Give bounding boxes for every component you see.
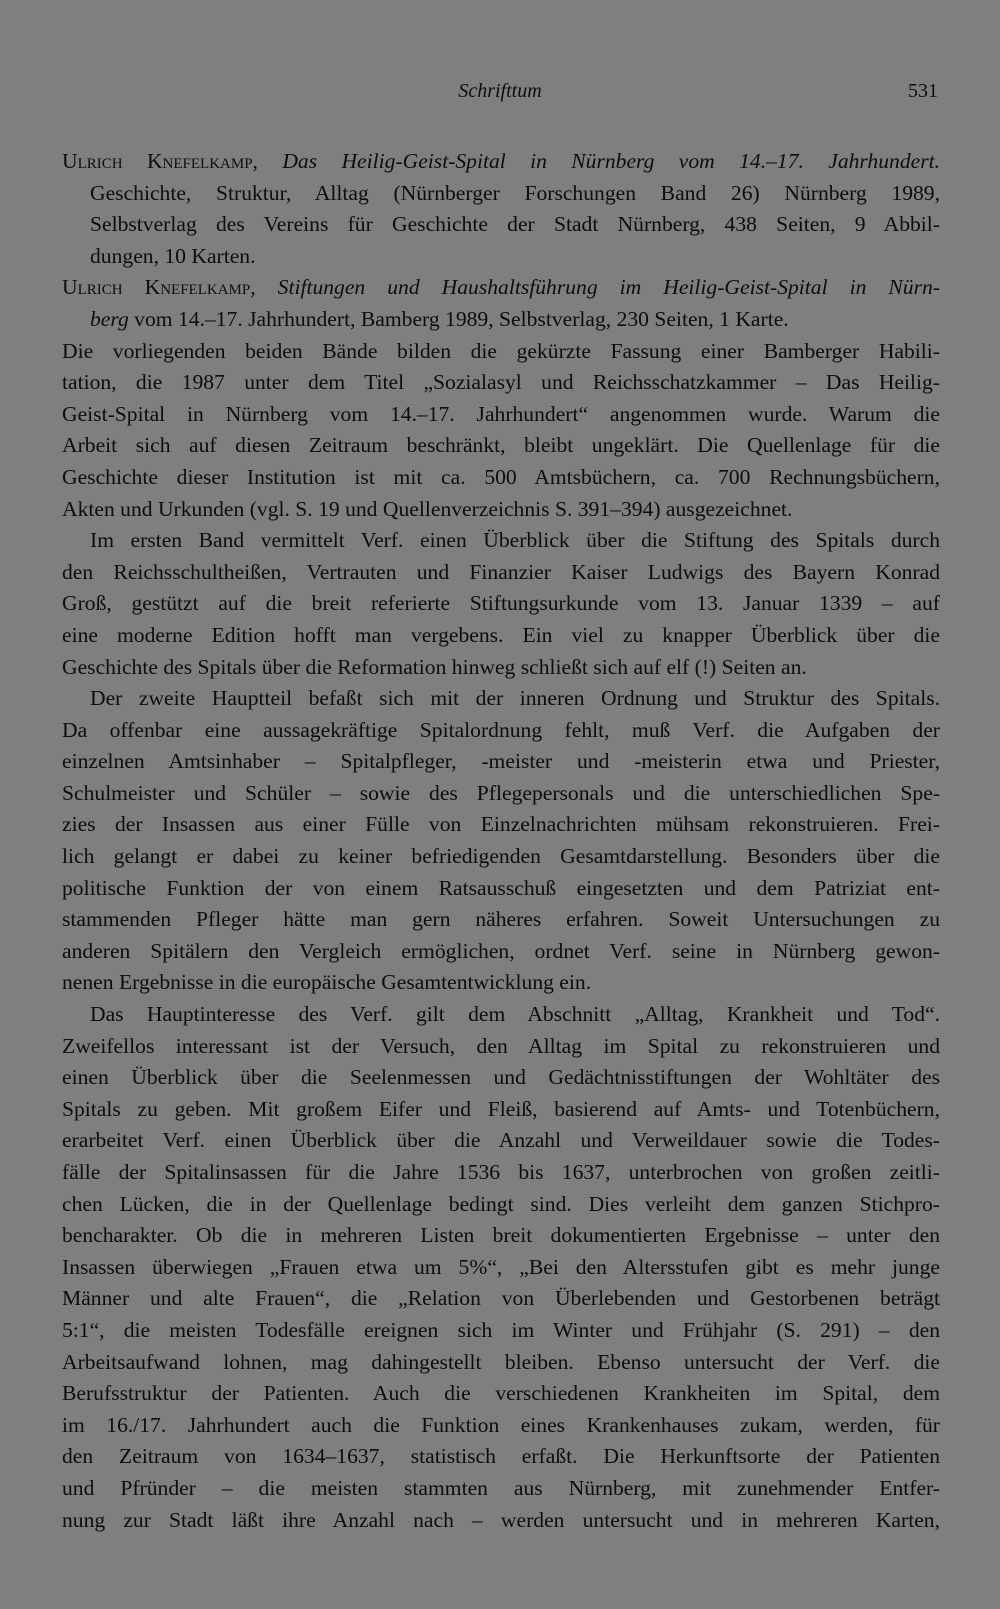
paragraph-line: Geschichte des Spitals über die Reformation hinweg schließt sich auf elf (!) Seiten an. [62, 654, 807, 679]
running-head [0, 76, 1000, 106]
paragraph-line: den Zeitraum von 1634–1637, statistisch erfaßt. Die Herkunftsorte der Patienten [62, 1444, 940, 1469]
paragraph-line: Die vorliegenden beiden Bände bilden die gekürzte Fassung einer Bamberger Habili- [62, 338, 940, 363]
paragraph-line: politische Funktion der von einem Ratsausschuß eingesetzten und dem Patriziat ent- [62, 875, 940, 900]
bib-entry-1-line-1 [62, 146, 940, 178]
paragraph-line: Der zweite Hauptteil befaßt sich mit der inneren Ordnung und Struktur des Spitals. [90, 686, 940, 711]
paragraph-line: Arbeit sich auf diesen Zeitraum beschränkt, bleibt ungeklärt. Die Quellenlage für die [62, 433, 940, 458]
paragraph-line: Geist-Spital in Nürnberg vom 14.–17. Jahrhundert“ angenommen wurde. Warum die [62, 401, 940, 426]
paragraph-line: chen Lücken, die in der Quellenlage bedingt sind. Dies verleiht dem ganzen Stichpro- [62, 1191, 940, 1216]
paragraph-line: Geschichte dieser Institution ist mit ca. 500 Amtsbüchern, ca. 700 Rechnungsbüchern, [62, 464, 940, 489]
paragraph-line: Schulmeister und Schüler – sowie des Pflegepersonals und die unterschiedlichen Spe- [62, 780, 940, 805]
paragraph-line: Akten und Urkunden (vgl. S. 19 und Quellenverzeichnis S. 391–394) ausgezeichnet. [62, 496, 793, 521]
bib-entry-details: vom 14.–17. Jahrhundert, Bamberg 1989, Selbstverlag, 230 Seiten, 1 Karte. [128, 306, 789, 331]
paragraph-line: Arbeitsaufwand lohnen, mag dahingestellt bleiben. Ebenso untersucht der Verf. die [62, 1349, 940, 1374]
paragraph-line: zies der Insassen aus einer Fülle von Einzelnachrichten mühsam rekonstruieren. Frei- [62, 812, 940, 837]
paragraph-line: Spitals zu geben. Mit großem Eifer und Fleiß, basierend auf Amts- und Totenbüchern, [62, 1096, 940, 1121]
bib-author: Ulrich Knefelkamp, [62, 275, 256, 300]
bib-title: Das Heilig-Geist-Spital in Nürnberg vom 14.–17. Jahrhundert. [282, 149, 941, 173]
paragraph-line: Männer und alte Frauen“, die „Relation von Überlebenden und Gestorbenen beträgt [62, 1286, 940, 1311]
page-number: 531 [908, 80, 938, 102]
paragraph-line: den Reichsschultheißen, Vertrauten und Finanzier Kaiser Ludwigs des Bayern Konrad [62, 559, 940, 584]
paragraph-line: eine moderne Edition hofft man vergebens. Ein viel zu knapper Überblick über die [62, 622, 940, 647]
bib-entry-line: Geschichte, Struktur, Alltag (Nürnberger Forschungen Band 26) Nürnberg 1989, [90, 180, 940, 205]
bib-entry-2-line-1 [62, 272, 940, 304]
paragraph-line: nenen Ergebnisse in die europäische Gesamtentwicklung ein. [62, 970, 592, 995]
bib-entry-line: Selbstverlag des Vereins für Geschichte der Stadt Nürnberg, 438 Seiten, 9 Abbil- [90, 212, 940, 237]
body-text [62, 146, 940, 1536]
bib-title: Stiftungen und Haushaltsführung im Heilig-Geist-Spital in Nürn- [277, 275, 941, 300]
paragraph-line: fälle der Spitalinsassen für die Jahre 1536 bis 1637, unterbrochen von großen zeitli- [62, 1160, 940, 1184]
paragraph-line: Berufsstruktur der Patienten. Auch die verschiedenen Krankheiten im Spital, dem [62, 1381, 940, 1406]
paragraph-line: anderen Spitälern den Vergleich ermöglichen, ordnet Verf. seine in Nürnberg gewon- [62, 938, 940, 963]
paragraph-line: stammenden Pfleger hätte man gern näheres erfahren. Soweit Untersuchungen zu [62, 907, 940, 932]
paragraph-line: erarbeitet Verf. einen Überblick über die Anzahl und Verweildauer sowie die Todes- [62, 1128, 940, 1153]
paragraph-line: im 16./17. Jahrhundert auch die Funktion eines Krankenhauses zukam, werden, für [62, 1412, 940, 1437]
paragraph-line: nung zur Stadt läßt ihre Anzahl nach – werden untersucht und in mehreren Karten, [62, 1507, 940, 1532]
bib-author: Ulrich Knefelkamp, [62, 149, 258, 173]
paragraph-line: Groß, gestützt auf die breit referierte Stiftungsurkunde vom 13. Januar 1339 – auf [62, 591, 940, 616]
bib-title-end: berg [90, 306, 129, 331]
paragraph-line: bencharakter. Ob die in mehreren Listen breit dokumentierten Ergebnisse – unter den [62, 1223, 940, 1248]
paragraph-line: Da offenbar eine aussagekräftige Spitalordnung fehlt, muß Verf. die Aufgaben der [62, 717, 940, 742]
bib-entry-2-line-2 [62, 304, 940, 336]
paragraph-line: und Pfründer – die meisten stammten aus Nürnberg, mit zunehmender Entfer- [62, 1475, 940, 1500]
paragraph-line: lich gelangt er dabei zu keiner befriedigenden Gesamtdarstellung. Besonders über die [62, 844, 940, 869]
paragraph-line: 5:1“, die meisten Todesfälle ereignen sich im Winter und Frühjahr (S. 291) – den [62, 1317, 940, 1342]
paragraph-line: Im ersten Band vermittelt Verf. einen Überblick über die Stiftung des Spitals durch [90, 528, 940, 553]
running-title: Schrifttum [458, 80, 542, 102]
paragraph-line: einen Überblick über die Seelenmessen und Gedächtnisstiftungen der Wohltäter des [62, 1065, 940, 1090]
bib-entry-line: dungen, 10 Karten. [90, 243, 256, 268]
paragraph-line: Insassen überwiegen „Frauen etwa um 5%“, „Bei den Altersstufen gibt es mehr junge [62, 1254, 940, 1279]
paragraph-line: Das Hauptinteresse des Verf. gilt dem Abschnitt „Alltag, Krankheit und Tod“. [90, 1002, 940, 1027]
paragraph-line: tation, die 1987 unter dem Titel „Sozialasyl und Reichsschatzkammer – Das Heilig- [62, 370, 940, 395]
paragraph-line: Zweifellos interessant ist der Versuch, den Alltag im Spital zu rekonstruieren und [62, 1033, 940, 1058]
paragraph-line: einzelnen Amtsinhaber – Spitalpfleger, -meister und -meisterin etwa und Priester, [62, 749, 940, 774]
